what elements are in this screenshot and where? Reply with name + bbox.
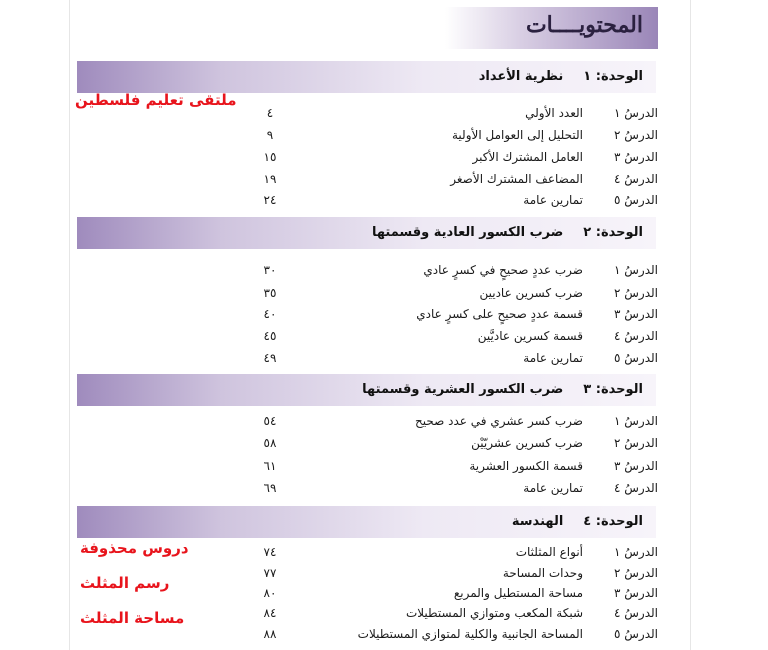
lesson-row (0, 351, 768, 373)
lesson-label: الدرسُ ٣ (614, 307, 658, 321)
lesson-label: الدرسُ ٥ (614, 627, 658, 641)
lesson-row (0, 106, 768, 128)
lesson-name: مساحة المستطيل والمربع (453, 586, 583, 600)
unit-label: الوحدة: ٣ (583, 382, 643, 397)
page-number: ٤٠ (263, 307, 277, 321)
watermark-text: ملتقى تعليم فلسطين (75, 91, 237, 109)
unit-heading-4 (512, 514, 643, 529)
lesson-name: ضرب كسر عشري في عدد صحيح (415, 414, 583, 428)
page-number: ٤٩ (263, 351, 277, 365)
page-number: ٦٩ (263, 481, 277, 495)
lesson-name: أنواع المثلثات (515, 545, 583, 559)
note-draw-triangle: رسم المثلث (80, 574, 170, 592)
lesson-name: العدد الأولي (525, 106, 583, 120)
lesson-name: المساحة الجانبية والكلية لمتوازي المستطيلات (357, 627, 583, 641)
lesson-name: وحدات المساحة (502, 566, 583, 580)
lesson-label: الدرسُ ٤ (614, 481, 658, 495)
lesson-label: الدرسُ ١ (614, 263, 658, 277)
unit-title: نظرية الأعداد (478, 69, 564, 84)
lesson-label: الدرسُ ١ (614, 545, 658, 559)
lesson-row (0, 436, 768, 458)
unit-label: الوحدة: ٢ (583, 225, 643, 240)
lesson-row (0, 459, 768, 481)
lesson-name: المضاعف المشترك الأصغر (450, 172, 583, 186)
page-number: ٤ (266, 106, 274, 120)
lesson-label: الدرسُ ٤ (614, 606, 658, 620)
lesson-row (0, 307, 768, 329)
unit-label: الوحدة: ١ (583, 69, 643, 84)
page-number: ٨٨ (263, 627, 277, 641)
lesson-label: الدرسُ ١ (614, 106, 658, 120)
lesson-name: قسمة كسرين عاديَّين (477, 329, 583, 343)
unit-heading-3 (362, 382, 643, 397)
unit-heading-1 (479, 69, 643, 84)
lesson-label: الدرسُ ٣ (614, 459, 658, 473)
lesson-row (0, 329, 768, 351)
lesson-label: الدرسُ ٢ (614, 128, 658, 142)
page-number: ٣٥ (263, 286, 277, 300)
lesson-name: شبكة المكعب ومتوازي المستطيلات (405, 606, 583, 620)
lesson-row (0, 286, 768, 308)
lesson-row (0, 414, 768, 436)
lesson-row (0, 627, 768, 649)
lesson-name: قسمة الكسور العشرية (469, 459, 583, 473)
page-number: ٤٥ (263, 329, 277, 343)
note-triangle-area: مساحة المثلث (80, 609, 185, 627)
lesson-name: قسمة عددٍ صحيحٍ على كسرٍ عادي (416, 307, 583, 321)
page-number: ٦١ (263, 459, 277, 473)
lesson-label: الدرسُ ٥ (614, 351, 658, 365)
lesson-label: الدرسُ ٢ (614, 286, 658, 300)
lesson-label: الدرسُ ٣ (614, 586, 658, 600)
lesson-name: التحليل إلى العوامل الأولية (452, 128, 583, 142)
lesson-name: ضرب عددٍ صحيحٍ في كسرٍ عادي (423, 263, 583, 277)
page-number: ٩ (266, 128, 274, 142)
page-number: ٨٤ (263, 606, 277, 620)
page-number: ٧٧ (263, 566, 277, 580)
lesson-row (0, 263, 768, 285)
page-number: ٥٤ (263, 414, 277, 428)
note-deleted-lessons: دروس محذوفة (80, 539, 189, 557)
unit-heading-2 (372, 225, 643, 240)
page-number: ٢٤ (263, 193, 277, 207)
lesson-name: تمارين عامة (523, 351, 583, 365)
lesson-label: الدرسُ ١ (614, 414, 658, 428)
lesson-label: الدرسُ ٤ (614, 329, 658, 343)
lesson-name: تمارين عامة (523, 193, 583, 207)
page-number: ٣٠ (263, 263, 277, 277)
unit-title: ضرب الكسور العشرية وقسمتها (362, 382, 564, 397)
page-number: ٧٤ (263, 545, 277, 559)
lesson-row (0, 128, 768, 150)
page-number: ١٥ (263, 150, 277, 164)
page-number: ٨٠ (263, 586, 277, 600)
page-title: المحتويــــات (525, 12, 643, 38)
page-number: ٥٨ (263, 436, 277, 450)
lesson-row (0, 150, 768, 172)
unit-title: الهندسة (511, 514, 564, 529)
lesson-row (0, 172, 768, 194)
lesson-label: الدرسُ ٢ (614, 566, 658, 580)
unit-title: ضرب الكسور العادية وقسمتها (371, 225, 564, 240)
lesson-name: ضرب كسرين عاديين (479, 286, 583, 300)
lesson-row (0, 193, 768, 215)
lesson-name: تمارين عامة (523, 481, 583, 495)
lesson-label: الدرسُ ٥ (614, 193, 658, 207)
lesson-name: العامل المشترك الأكبر (472, 150, 583, 164)
lesson-label: الدرسُ ٢ (614, 436, 658, 450)
lesson-label: الدرسُ ٣ (614, 150, 658, 164)
lesson-name: ضرب كسرين عشريّيْن (471, 436, 583, 450)
lesson-label: الدرسُ ٤ (614, 172, 658, 186)
page-number: ١٩ (263, 172, 277, 186)
unit-label: الوحدة: ٤ (583, 514, 643, 529)
lesson-row (0, 481, 768, 503)
